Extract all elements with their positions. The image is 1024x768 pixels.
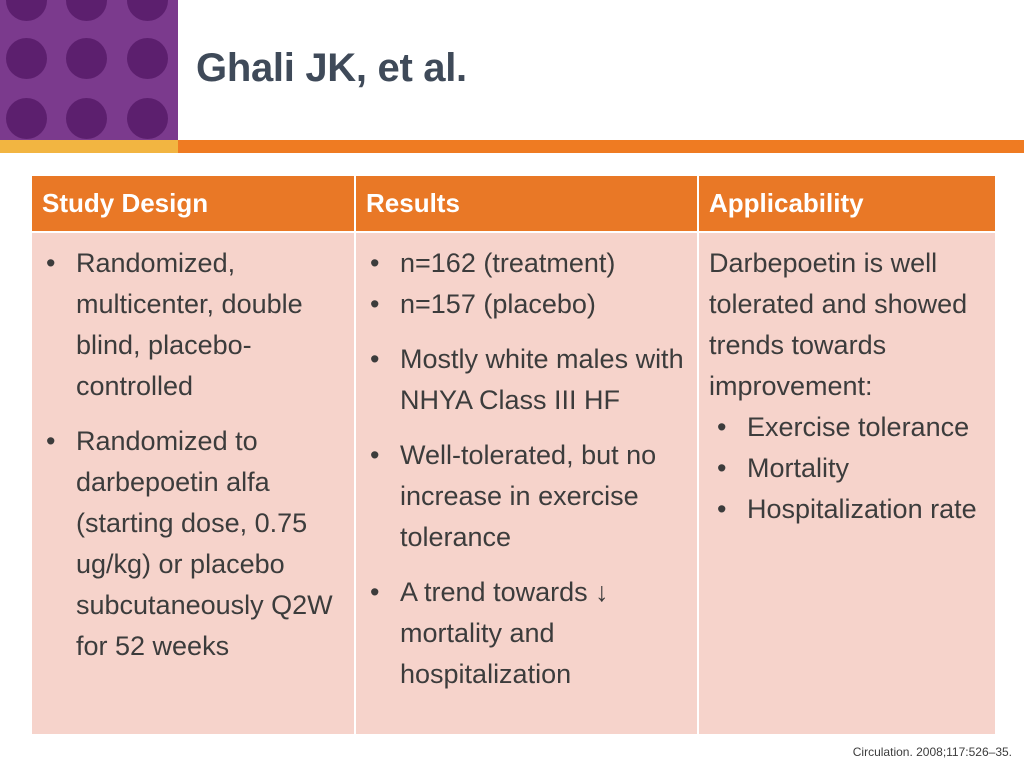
accent-bar-gold — [0, 140, 178, 153]
list-item: • Hospitalization rate — [709, 489, 985, 530]
header-study-design: Study Design — [31, 175, 355, 232]
list-item: • n=162 (treatment) — [366, 243, 687, 284]
results-sample-list — [366, 243, 687, 325]
list-item: • Exercise tolerance — [709, 407, 985, 448]
results-findings-list — [366, 339, 687, 695]
list-item: • Mortality — [709, 448, 985, 489]
list-item: • Mostly white males with NHYA Class III HF — [366, 339, 687, 421]
table-header-row — [31, 175, 996, 232]
decorative-dot — [66, 38, 107, 79]
list-item: • Randomized to darbepoetin alfa (starting dose, 0.75 ug/kg) or placebo subcutaneously Q2W for 52 weeks — [42, 421, 344, 667]
study-design-list — [42, 243, 344, 667]
list-item: • Randomized, multicenter, double blind, placebo-controlled — [42, 243, 344, 407]
citation: Circulation. 2008;117:526–35. — [852, 745, 1012, 759]
applicability-intro: Darbepoetin is well tolerated and showed trends towards improvement: — [709, 248, 968, 401]
decorative-dot — [127, 38, 168, 79]
decorative-dot — [6, 0, 47, 21]
list-item: • A trend towards ↓ mortality and hospitalization — [366, 572, 687, 695]
cell-applicability — [698, 232, 996, 735]
header-results: Results — [355, 175, 698, 232]
decorative-dot — [6, 98, 47, 139]
cell-results — [355, 232, 698, 735]
list-item: • Well-tolerated, but no increase in exercise tolerance — [366, 435, 687, 558]
accent-bar-orange — [178, 140, 1024, 153]
decorative-dot — [6, 38, 47, 79]
header-applicability: Applicability — [698, 175, 996, 232]
corner-dot-pattern — [0, 0, 178, 140]
decorative-dot — [66, 98, 107, 139]
decorative-dot — [66, 0, 107, 21]
table-row — [31, 232, 996, 735]
applicability-list — [709, 407, 985, 530]
cell-study-design — [31, 232, 355, 735]
decorative-dot — [127, 0, 168, 21]
slide-title: Ghali JK, et al. — [196, 46, 467, 90]
list-item: • n=157 (placebo) — [366, 284, 687, 325]
decorative-dot — [127, 98, 168, 139]
study-table — [30, 174, 997, 736]
